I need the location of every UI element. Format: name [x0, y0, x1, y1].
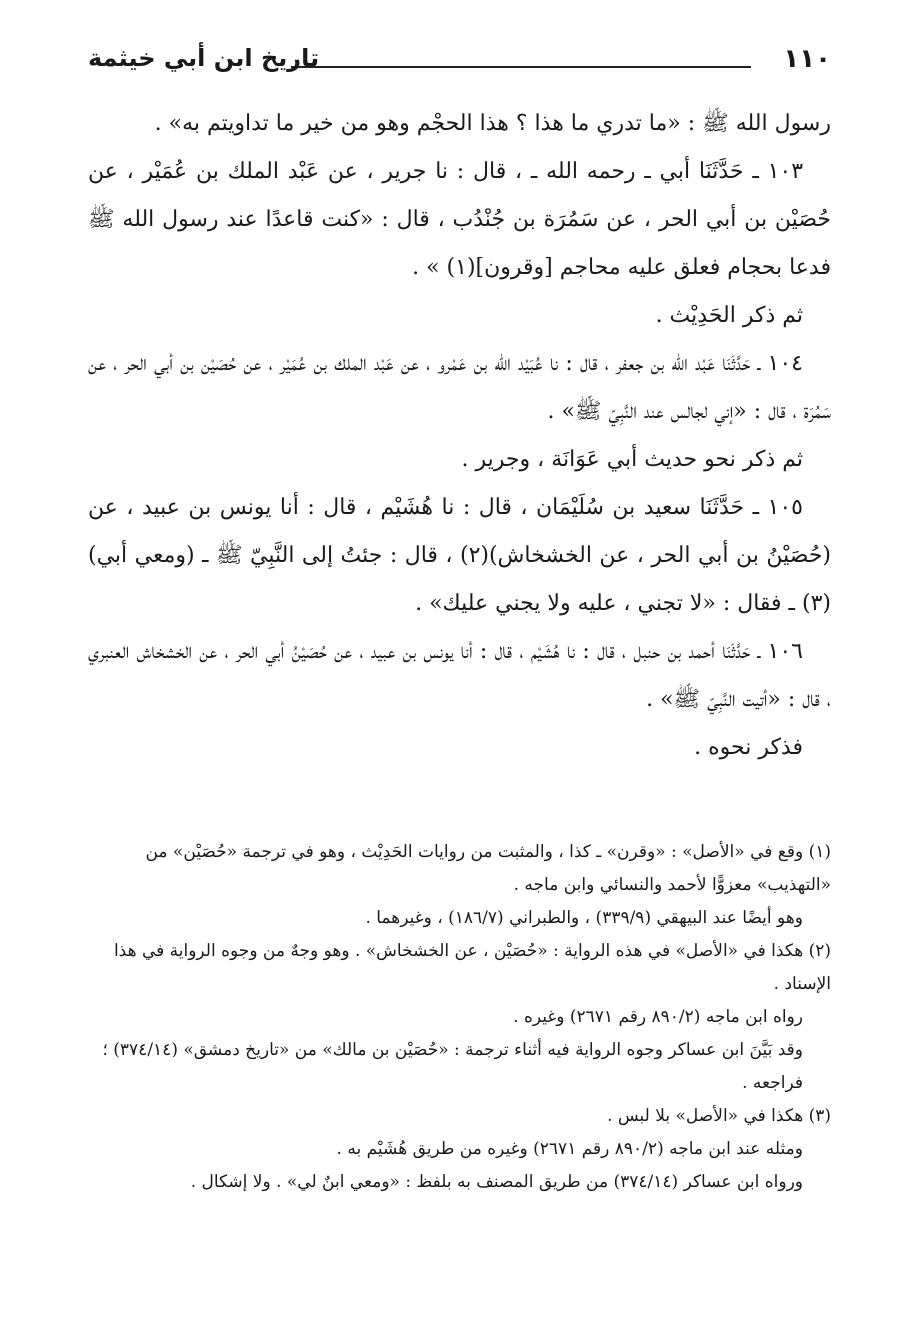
paragraph: فذكر نحوه .	[694, 735, 803, 760]
footnote-3-continuation: ورواه ابن عساكر (٣٧٤/١٤) من طريق المصنف به بلفظ : «ومعي ابنٌ لي» . ولا إشكال .	[190, 1172, 803, 1192]
footnote-3-continuation: ومثله عند ابن ماجه (٨٩٠/٢ رقم ٢٦٧١) وغيره من طريق هُشَيْم به .	[336, 1139, 803, 1159]
paragraph: ثم ذكر الحَدِيْث .	[655, 303, 803, 328]
hadith-105: ١٠٥ ـ حَدَّثَنَا سعيد بن سُلَيْمَان ، قال : نا هُشَيْم ، قال : أنا يونس بن عبيد ، عن (حُصَيْنُ بن أبي الحر ، عن الخشخاش)(٢) ، قال : جئتُ إلى النَّبِيّ ﷺ ـ (ومعي أبي)(٣) ـ فقال : «لا تجني ، عليه ولا يجني عليك» .	[88, 495, 832, 616]
footnote-2-continuation: وقد بَيَّنَ ابن عساكر وجوه الرواية فيه أثناء ترجمة : «حُصَيْن بن مالك» من «تاريخ دمشق» (٣٧٤/١٤) ؛ فراجعه .	[102, 1040, 803, 1093]
hadith-106: ١٠٦ ـ حَدَّثَنَا أحمد بن حنبل ، قال : نا هُشَيْم ، قال : أنا يونس بن عبيد ، عن حُصَيْنُ أبي الحر ، عن الخشخاش العنبري ، قال : «أتيت النَّبِيّ ﷺ» .	[88, 639, 831, 712]
hadith-103: ١٠٣ ـ حَدَّثَنَا أبي ـ رحمه الله ـ ، قال : نا جرير ، عن عَبْد الملك بن عُمَيْر ، عن حُصَيْن بن أبي الحر ، عن سَمُرَة بن جُنْدُب ، قال : «كنت قاعدًا عند رسول الله ﷺ فدعا بحجام فعلق عليه محاجم [وقرون](١) » .	[88, 159, 831, 280]
paragraph: رسول الله ﷺ : «ما تدري ما هذا ؟ هذا الحجْم وهو من خير ما تداويتم به» .	[154, 111, 831, 136]
footnote-1: (١) وقع في «الأصل» : «وقرن» ـ كذا ، والمثبت من روايات الحَدِيْث ، وهو في ترجمة «حُصَيْن» من «التهذيب» معزوًّا لأحمد والنسائي وابن ماجه .	[145, 842, 831, 895]
main-text	[88, 100, 831, 772]
paragraph: ثم ذكر نحو حديث أبي عَوَانَة ، وجرير .	[461, 447, 803, 472]
footnote-2-continuation: رواه ابن ماجه (٨٩٠/٢ رقم ٢٦٧١) وغيره .	[513, 1007, 803, 1027]
page-number: ١١٠	[783, 44, 831, 74]
page-header	[88, 40, 831, 90]
header-rule	[291, 66, 751, 68]
hadith-104: ١٠٤ ـ حَدَّثَنَا عَبْد الله بن جعفر ، قال : نا عُبَيْد الله بن عَمْرو ، عن عَبْد الملك بن عُمَيْر ، عن حُصَيْن بن أبي الحر ، عن سَمُرَة ، قال : «إني لجالس عند النَّبِيّ ﷺ» .	[88, 351, 831, 424]
footnotes	[88, 836, 831, 1199]
footnote-3: (٣) هكذا في «الأصل» بلا لبس .	[607, 1106, 831, 1126]
running-title: تاريخ ابن أبي خيثمة	[88, 44, 320, 72]
footnote-1-continuation: وهو أيضًا عند البيهقي (٣٣٩/٩) ، والطبراني (١٨٦/٧) ، وغيرهما .	[365, 908, 803, 928]
footnote-2: (٢) هكذا في «الأصل» في هذه الرواية : «حُصَيْن ، عن الخشخاش» . وهو وجهٌ من وجوه الرواية في هذا الإسناد .	[113, 941, 831, 994]
